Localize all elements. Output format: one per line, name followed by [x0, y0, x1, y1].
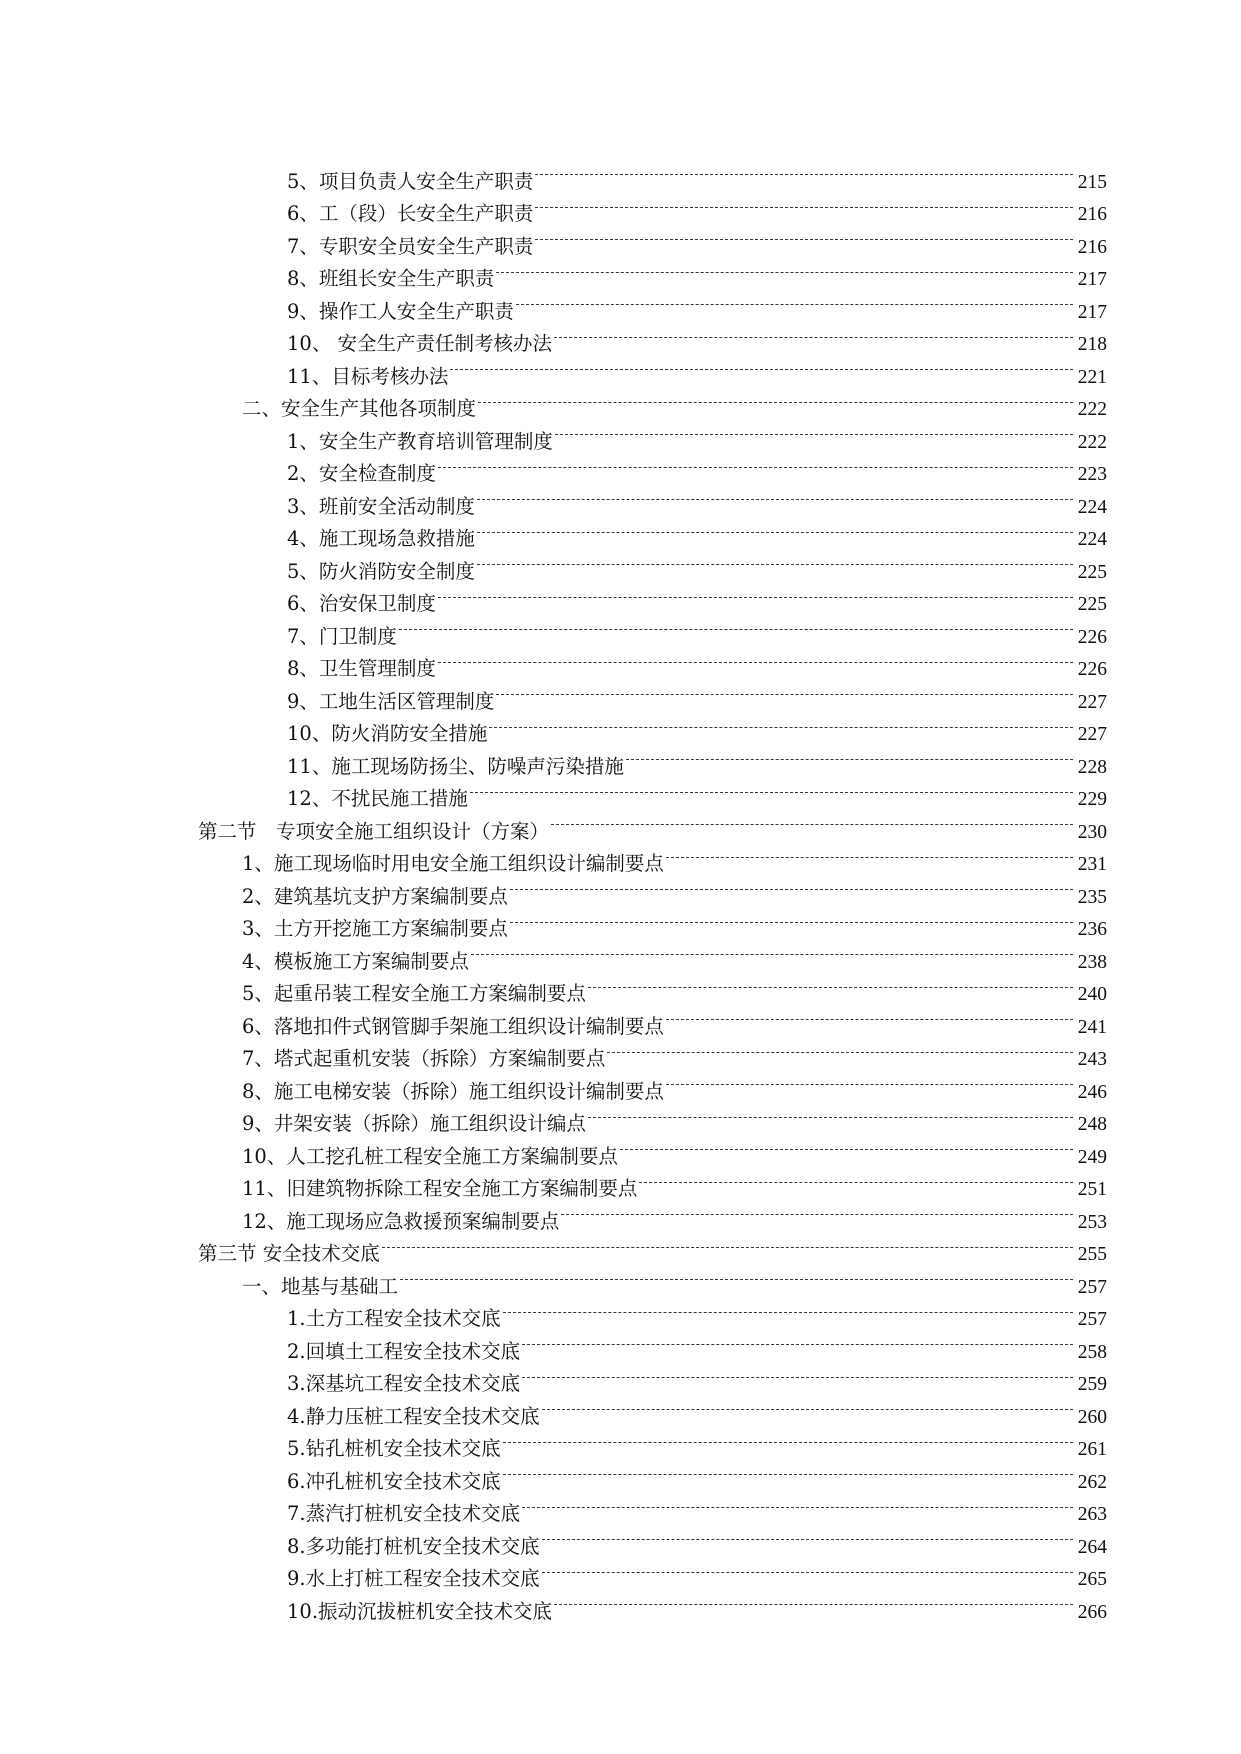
toc-page-number: 257 [1077, 1276, 1107, 1298]
toc-page-number: 253 [1077, 1211, 1107, 1233]
toc-page-number: 243 [1077, 1049, 1107, 1070]
toc-dot-leader [510, 870, 1073, 903]
toc-page-number: 228 [1077, 756, 1107, 778]
toc-dot-leader [522, 1358, 1073, 1391]
toc-entry[interactable] [0, 610, 1241, 648]
toc-page-number: 249 [1077, 1146, 1107, 1168]
toc-page-number: 216 [1077, 204, 1107, 225]
toc-entry-title: 1、施工现场临时用电安全施工组织设计编制要点 [242, 852, 664, 875]
toc-entry-title: 8、班组长安全生产职责 [287, 267, 495, 290]
toc-entry-title: 4、模板施工方案编制要点 [242, 949, 469, 973]
toc-dot-leader [588, 1098, 1073, 1131]
toc-entry[interactable] [0, 1000, 1241, 1038]
toc-entry[interactable] [0, 968, 1241, 1005]
toc-entry[interactable] [0, 1520, 1241, 1558]
toc-page-number: 226 [1077, 626, 1107, 648]
toc-dot-leader [438, 578, 1073, 611]
toc-page-number: 260 [1077, 1406, 1107, 1428]
toc-dot-leader [399, 610, 1073, 643]
toc-page-number: 225 [1077, 594, 1107, 615]
toc-dot-leader [588, 968, 1073, 1001]
toc-entry[interactable] [0, 350, 1241, 388]
toc-entry[interactable] [0, 285, 1241, 323]
toc-page-number: 251 [1077, 1179, 1107, 1200]
toc-entry-title: 第二节 专项安全施工组织设计（方案） [198, 819, 550, 843]
toc-entry-title: 12、不扰民施工措施 [287, 787, 468, 810]
toc-page-number: 216 [1077, 236, 1107, 258]
toc-entry[interactable] [0, 1033, 1241, 1070]
toc-page-number: 218 [1077, 334, 1107, 355]
toc-page-number: 261 [1077, 1439, 1107, 1460]
toc-page-number: 227 [1077, 724, 1107, 745]
toc-dot-leader [438, 643, 1073, 676]
toc-entry[interactable] [0, 513, 1241, 550]
toc-entry-title: 2、建筑基坑支护方案编制要点 [242, 884, 508, 908]
toc-entry[interactable] [0, 480, 1241, 518]
toc-dot-leader [510, 903, 1073, 936]
toc-page-number: 226 [1077, 659, 1107, 680]
toc-page-number: 217 [1077, 301, 1107, 323]
toc-page-number: 222 [1077, 399, 1107, 420]
toc-entry[interactable] [0, 220, 1241, 258]
toc-dot-leader [620, 1130, 1073, 1163]
toc-entry-title: 1、安全生产教育培训管理制度 [287, 429, 553, 453]
toc-entry-title: 11、目标考核办法 [287, 364, 449, 388]
toc-entry-title: 9.水上打桩工程安全技术交底 [287, 1567, 540, 1590]
toc-page-number: 240 [1077, 984, 1107, 1005]
toc-page-number: 266 [1077, 1601, 1107, 1623]
toc-page-number: 265 [1077, 1569, 1107, 1590]
toc-entry-title: 8、施工电梯安装（拆除）施工组织设计编制要点 [242, 1079, 664, 1103]
toc-dot-leader [438, 448, 1073, 481]
toc-page-number: 221 [1077, 366, 1107, 388]
toc-entry[interactable] [0, 1163, 1241, 1200]
toc-entry-title: 5、项目负责人安全生产职责 [287, 169, 534, 193]
toc-entry-title: 7.蒸汽打桩机安全技术交底 [287, 1502, 521, 1525]
toc-entry[interactable] [0, 1488, 1241, 1525]
toc-page-number: 259 [1077, 1374, 1107, 1395]
toc-dot-leader [516, 285, 1073, 318]
toc-entry[interactable] [0, 1358, 1241, 1395]
toc-entry-title: 9、操作工人安全生产职责 [287, 299, 514, 323]
toc-dot-leader [477, 513, 1073, 546]
toc-dot-leader [496, 675, 1073, 708]
toc-entry-title: 5.钻孔桩机安全技术交底 [287, 1437, 501, 1460]
toc-page-number: 246 [1077, 1081, 1107, 1103]
toc-page-number: 248 [1077, 1114, 1107, 1135]
toc-dot-leader [470, 773, 1073, 806]
toc-dot-leader [666, 1000, 1073, 1033]
toc-dot-leader [561, 1195, 1073, 1228]
toc-entry-title: 12、施工现场应急救援预案编制要点 [242, 1209, 560, 1233]
toc-page-number: 222 [1077, 431, 1107, 453]
toc-entry[interactable] [0, 870, 1241, 908]
toc-dot-leader [503, 1423, 1073, 1456]
toc-entry-title: 5、起重吊装工程安全施工方案编制要点 [242, 982, 586, 1005]
toc-dot-leader [450, 350, 1073, 383]
toc-entry[interactable] [0, 1423, 1241, 1460]
toc-entry-title: 3、班前安全活动制度 [287, 494, 475, 518]
toc-page-number: 224 [1077, 529, 1107, 550]
toc-entry[interactable] [0, 903, 1241, 940]
toc-entry[interactable] [0, 675, 1241, 713]
toc-entry[interactable] [0, 545, 1241, 583]
toc-entry[interactable] [0, 253, 1241, 290]
toc-page-number: 235 [1077, 886, 1107, 908]
toc-entry-title: 3、土方开挖施工方案编制要点 [242, 917, 508, 940]
toc-dot-leader [626, 740, 1073, 773]
toc-dot-leader [666, 838, 1073, 871]
toc-entry[interactable] [0, 1228, 1241, 1265]
toc-entry-title: 7、门卫制度 [287, 624, 397, 648]
toc-page-number: 257 [1077, 1309, 1107, 1330]
toc-entry-title: 8.多功能打桩机安全技术交底 [287, 1534, 540, 1558]
toc-dot-leader [471, 935, 1073, 968]
toc-entry[interactable] [0, 188, 1241, 225]
toc-entry-title: 8、卫生管理制度 [287, 657, 436, 680]
toc-dot-leader [554, 1585, 1073, 1618]
toc-entry-title: 1.土方工程安全技术交底 [287, 1307, 501, 1330]
toc-entry-title: 4、施工现场急救措施 [287, 527, 475, 550]
toc-dot-leader [503, 1293, 1073, 1326]
toc-entry-title: 11、施工现场防扬尘、防噪声污染措施 [287, 754, 624, 778]
toc-entry[interactable] [0, 1325, 1241, 1363]
toc-entry-title: 10.振动沉拔桩机安全技术交底 [287, 1599, 553, 1623]
toc-entry-title: 5、防火消防安全制度 [287, 559, 475, 583]
toc-dot-leader [382, 1228, 1073, 1261]
toc-entry[interactable] [0, 805, 1241, 843]
toc-entry[interactable] [0, 1293, 1241, 1330]
toc-entry[interactable] [0, 448, 1241, 485]
toc-entry[interactable] [0, 1098, 1241, 1135]
toc-entry-title: 7、塔式起重机安装（拆除）方案编制要点 [242, 1047, 606, 1070]
toc-entry-title: 2、安全检查制度 [287, 462, 436, 485]
toc-dot-leader [400, 1260, 1073, 1293]
toc-entry[interactable] [0, 1260, 1241, 1298]
toc-entry[interactable] [0, 643, 1241, 680]
toc-page-number: 223 [1077, 464, 1107, 485]
toc-page-number: 262 [1077, 1471, 1107, 1493]
toc-entry-title: 3.深基坑工程安全技术交底 [287, 1372, 521, 1395]
toc-entry[interactable] [0, 383, 1241, 420]
toc-entry[interactable] [0, 318, 1241, 355]
toc-dot-leader [551, 805, 1073, 838]
toc-dot-leader [477, 480, 1073, 513]
toc-entry[interactable] [0, 415, 1241, 453]
toc-page-number: 258 [1077, 1341, 1107, 1363]
toc-entry-title: 6、治安保卫制度 [287, 592, 436, 615]
toc-page-number: 264 [1077, 1536, 1107, 1558]
toc-entry-title: 4.静力压桩工程安全技术交底 [287, 1404, 540, 1428]
toc-page-number: 230 [1077, 821, 1107, 843]
toc-entry[interactable] [0, 838, 1241, 875]
toc-entry[interactable] [0, 708, 1241, 745]
toc-page-number: 227 [1077, 691, 1107, 713]
toc-page-number: 231 [1077, 854, 1107, 875]
toc-entry-title: 6、落地扣件式钢管脚手架施工组织设计编制要点 [242, 1014, 664, 1038]
toc-page-number: 263 [1077, 1504, 1107, 1525]
toc-dot-leader [535, 188, 1073, 221]
toc-dot-leader [489, 708, 1073, 741]
toc-dot-leader [535, 220, 1073, 253]
toc-page-number: 215 [1077, 171, 1107, 193]
toc-page-number: 238 [1077, 951, 1107, 973]
toc-entry-title: 10、人工挖孔桩工程安全施工方案编制要点 [242, 1144, 618, 1168]
toc-entry[interactable] [0, 578, 1241, 615]
toc-dot-leader [542, 1520, 1073, 1553]
toc-page-number: 225 [1077, 561, 1107, 583]
toc-entry[interactable] [0, 740, 1241, 778]
toc-entry-title: 二、安全生产其他各项制度 [242, 397, 477, 420]
toc-dot-leader [555, 415, 1073, 448]
toc-dot-leader [542, 1553, 1073, 1586]
toc-entry[interactable] [0, 1455, 1241, 1493]
toc-entry-title: 10、 安全生产责任制考核办法 [287, 332, 553, 355]
toc-entry-title: 9、工地生活区管理制度 [287, 689, 495, 713]
toc-entry-title: 第三节 安全技术交底 [198, 1242, 380, 1265]
toc-entry[interactable] [0, 1553, 1241, 1590]
toc-dot-leader [496, 253, 1073, 286]
toc-entry-title: 6.冲孔桩机安全技术交底 [287, 1469, 501, 1493]
toc-entry[interactable] [0, 1585, 1241, 1623]
toc-dot-leader [503, 1455, 1073, 1488]
toc-page-number: 217 [1077, 269, 1107, 290]
toc-entry[interactable] [0, 773, 1241, 810]
toc-dot-leader [607, 1033, 1073, 1066]
toc-dot-leader [477, 545, 1073, 578]
table-of-contents [0, 155, 1241, 1623]
toc-entry-title: 11、旧建筑物拆除工程安全施工方案编制要点 [242, 1177, 638, 1200]
toc-entry[interactable] [0, 935, 1241, 973]
toc-entry-title: 9、井架安装（拆除）施工组织设计编点 [242, 1112, 586, 1135]
toc-entry[interactable] [0, 1195, 1241, 1233]
toc-dot-leader [666, 1065, 1073, 1098]
toc-entry-title: 10、防火消防安全措施 [287, 722, 488, 745]
toc-dot-leader [522, 1325, 1073, 1358]
toc-entry-title: 7、专职安全员安全生产职责 [287, 234, 534, 258]
toc-dot-leader [522, 1488, 1073, 1521]
toc-page-number: 236 [1077, 919, 1107, 940]
toc-entry[interactable] [0, 1390, 1241, 1428]
toc-dot-leader [542, 1390, 1073, 1423]
toc-dot-leader [554, 318, 1073, 351]
toc-dot-leader [478, 383, 1073, 416]
toc-page-number: 224 [1077, 496, 1107, 518]
toc-entry-title: 一、地基与基础工 [242, 1274, 399, 1298]
toc-entry-title: 6、工（段）长安全生产职责 [287, 202, 534, 225]
toc-dot-leader [639, 1163, 1073, 1196]
toc-page-number: 241 [1077, 1016, 1107, 1038]
toc-entry[interactable] [0, 155, 1241, 193]
toc-page-number: 255 [1077, 1244, 1107, 1265]
toc-entry[interactable] [0, 1065, 1241, 1103]
toc-page-number: 229 [1077, 789, 1107, 810]
toc-entry[interactable] [0, 1130, 1241, 1168]
toc-dot-leader [535, 155, 1073, 188]
toc-entry-title: 2.回填土工程安全技术交底 [287, 1339, 521, 1363]
